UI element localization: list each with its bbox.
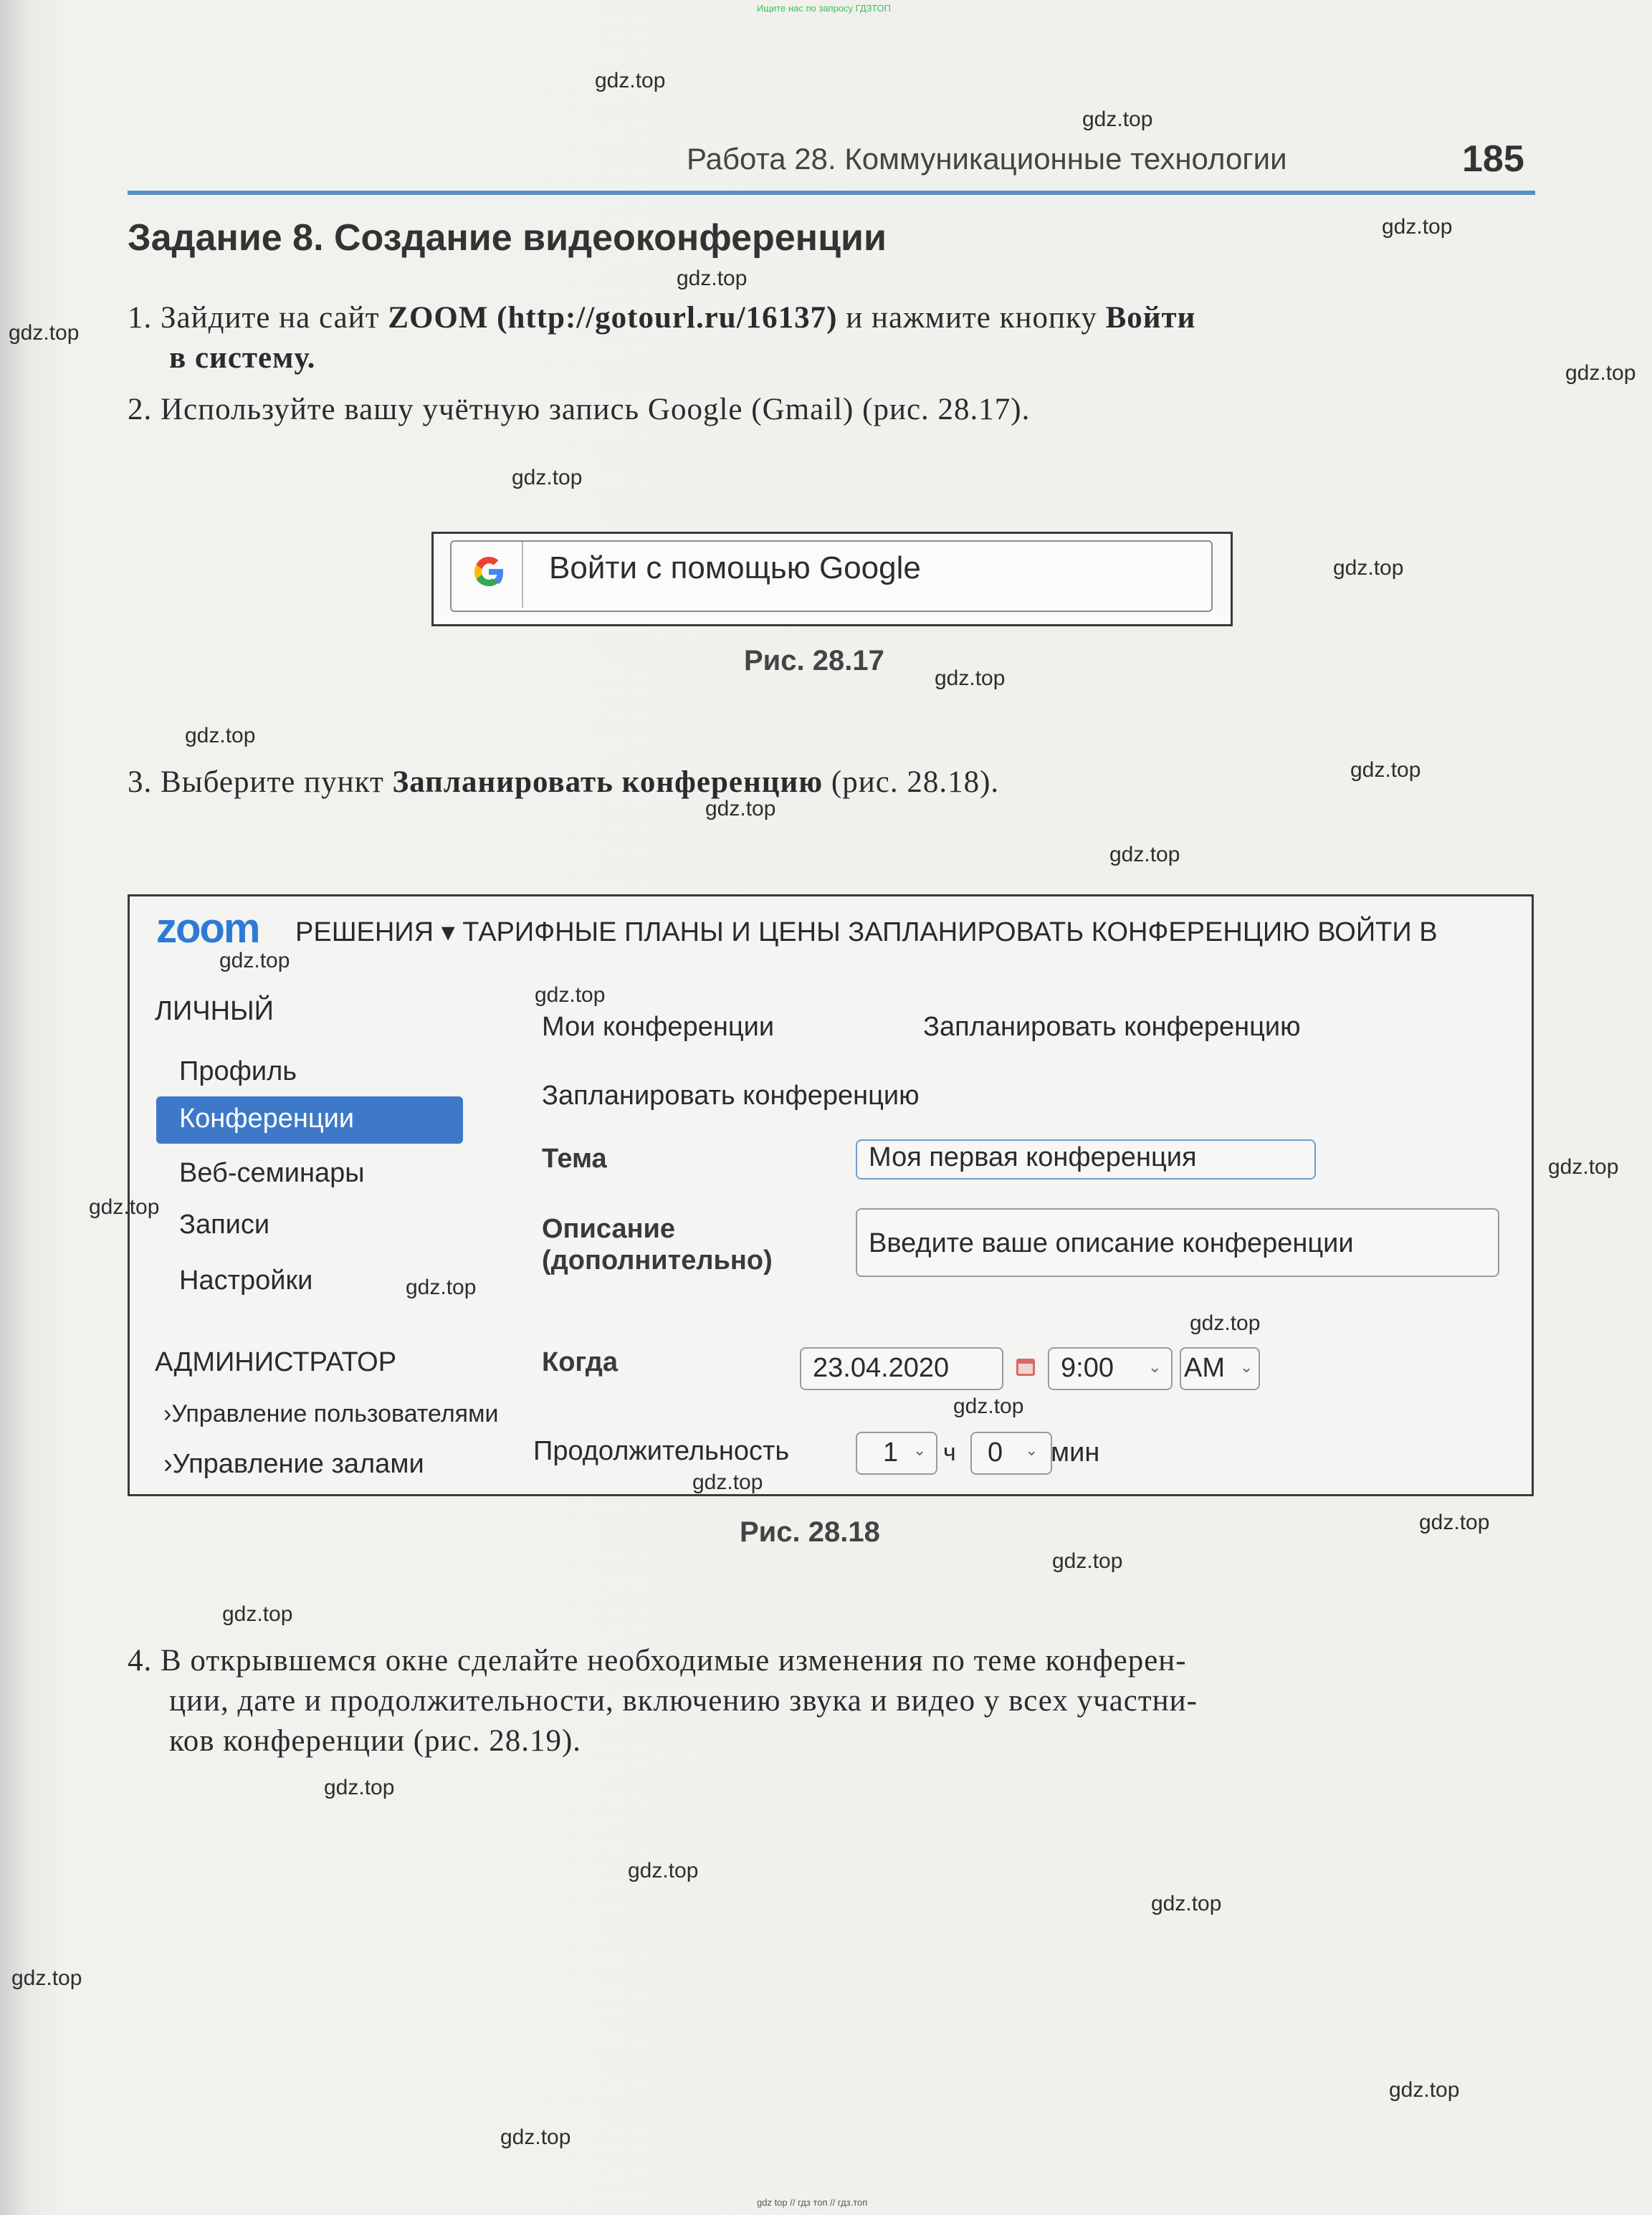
- step-4-line-1: 4. В открывшемся окне сделайте необходимые изменения по теме конферен-: [128, 1644, 1187, 1678]
- watermark: gdz.top: [89, 1195, 160, 1219]
- watermark: gdz.top: [500, 2125, 571, 2149]
- watermark: gdz.top: [512, 466, 583, 489]
- sidebar-item-profile[interactable]: Профиль: [179, 1056, 297, 1086]
- minutes-unit: мин: [1051, 1437, 1100, 1468]
- button-separator: [522, 542, 523, 608]
- sidebar-item-settings[interactable]: Настройки: [179, 1266, 313, 1296]
- watermark: gdz.top: [953, 1394, 1024, 1418]
- when-label: Когда: [542, 1347, 619, 1377]
- watermark: gdz.top: [1190, 1311, 1261, 1335]
- chapter-header: Работа 28. Коммуникационные технологии: [687, 142, 1287, 176]
- sidebar-item-conferences-label: Конференции: [179, 1104, 355, 1134]
- watermark: gdz.top: [1548, 1155, 1619, 1179]
- sidebar-section-personal: ЛИЧНЫЙ: [155, 996, 274, 1026]
- topic-label: Тема: [542, 1144, 607, 1174]
- sidebar-item-rooms[interactable]: ›Управление залами: [163, 1449, 424, 1479]
- figure-caption-28-18: Рис. 28.18: [740, 1516, 880, 1548]
- google-icon: [472, 553, 506, 594]
- watermark: gdz.top: [535, 983, 606, 1007]
- watermark: gdz.top: [9, 321, 80, 345]
- watermark: gdz.top: [1389, 2078, 1460, 2102]
- watermark: gdz.top: [628, 1859, 699, 1882]
- step-1: 1. Зайдите на сайт ZOOM (http://gotourl.ru/16137) и нажмите кнопку Войти: [128, 301, 1196, 335]
- time-value: 9:00: [1061, 1353, 1114, 1383]
- watermark: gdz.top: [11, 1966, 82, 1990]
- minutes-value: 0: [988, 1437, 1003, 1468]
- description-placeholder: Введите ваше описание конференции: [869, 1228, 1354, 1258]
- sidebar-item-webinars[interactable]: Веб-семинары: [179, 1158, 365, 1188]
- watermark: gdz.top: [185, 724, 256, 747]
- sidebar-item-users[interactable]: ›Управление пользователями: [163, 1400, 499, 1427]
- zoom-top-nav[interactable]: РЕШЕНИЯ ▾ ТАРИФНЫЕ ПЛАНЫ И ЦЕНЫ ЗАПЛАНИРОВАТЬ КОНФЕРЕНЦИЮ ВОЙТИ В: [295, 917, 1438, 947]
- watermark: gdz.top: [1565, 361, 1636, 385]
- bottom-note: gdz top // гдз топ // гдз.топ: [757, 2197, 868, 2208]
- sidebar-item-records[interactable]: Записи: [179, 1210, 270, 1240]
- sidebar-section-admin: АДМИНИСТРАТОР: [155, 1347, 397, 1377]
- watermark: gdz.top: [324, 1776, 395, 1799]
- watermark: gdz.top: [1333, 556, 1404, 580]
- chevron-down-icon: ⌄: [913, 1442, 927, 1460]
- top-note: Ищите нас по запросу ГДЗТОП: [757, 3, 892, 14]
- zoom-link[interactable]: ZOOM (http://gotourl.ru/16137): [388, 301, 838, 335]
- hours-unit: ч: [943, 1439, 956, 1466]
- figure-caption-28-17: Рис. 28.17: [744, 645, 884, 676]
- page-number: 185: [1462, 138, 1524, 180]
- chevron-down-icon: ⌄: [1148, 1359, 1162, 1377]
- breadcrumb-current: Запланировать конференцию: [923, 1012, 1301, 1042]
- step-2: 2. Используйте вашу учётную запись Google (Gmail) (рис. 28.17).: [128, 393, 1031, 426]
- watermark: gdz.top: [1419, 1511, 1490, 1534]
- chevron-down-icon: ⌄: [1240, 1359, 1254, 1377]
- watermark: gdz.top: [1350, 758, 1421, 782]
- watermark: gdz.top: [406, 1276, 477, 1299]
- watermark: gdz.top: [222, 1602, 293, 1626]
- step-4-line-2: ции, дате и продолжительности, включению звука и видео у всех участни-: [169, 1684, 1198, 1718]
- hours-value: 1: [883, 1437, 899, 1468]
- date-value: 23.04.2020: [813, 1353, 950, 1383]
- ampm-value: AM: [1184, 1353, 1225, 1383]
- header-rule: [128, 191, 1535, 195]
- watermark: gdz.top: [692, 1470, 763, 1494]
- task-title: Задание 8. Создание видеоконференции: [128, 217, 887, 259]
- topic-value: Моя первая конференция: [869, 1142, 1197, 1172]
- watermark: gdz.top: [1082, 107, 1153, 131]
- zoom-logo[interactable]: zoom: [156, 905, 259, 952]
- watermark: gdz.top: [595, 69, 666, 92]
- google-signin-label: Войти с помощью Google: [549, 550, 921, 585]
- watermark: gdz.top: [1151, 1892, 1222, 1915]
- watermark: gdz.top: [677, 267, 748, 290]
- watermark: gdz.top: [1052, 1549, 1123, 1573]
- watermark: gdz.top: [219, 949, 290, 972]
- calendar-icon[interactable]: [1016, 1359, 1035, 1376]
- watermark: gdz.top: [1109, 843, 1180, 866]
- step-3: 3. Выберите пункт Запланировать конференцию (рис. 28.18).: [128, 765, 1000, 799]
- form-title: Запланировать конференцию: [542, 1081, 920, 1111]
- description-label-optional: (дополнительно): [542, 1245, 773, 1276]
- watermark: gdz.top: [1382, 215, 1453, 239]
- step-1-cont: в систему.: [169, 341, 316, 375]
- chevron-down-icon: ⌄: [1025, 1442, 1039, 1460]
- duration-label: Продолжительность: [533, 1436, 790, 1466]
- watermark: gdz.top: [705, 797, 776, 821]
- duration-minutes-select[interactable]: [970, 1432, 1052, 1475]
- step-4-line-3: ков конференции (рис. 28.19).: [169, 1724, 582, 1758]
- watermark: gdz.top: [935, 666, 1006, 690]
- breadcrumb-my-conferences[interactable]: Мои конференции: [542, 1012, 775, 1042]
- description-label: Описание: [542, 1214, 676, 1244]
